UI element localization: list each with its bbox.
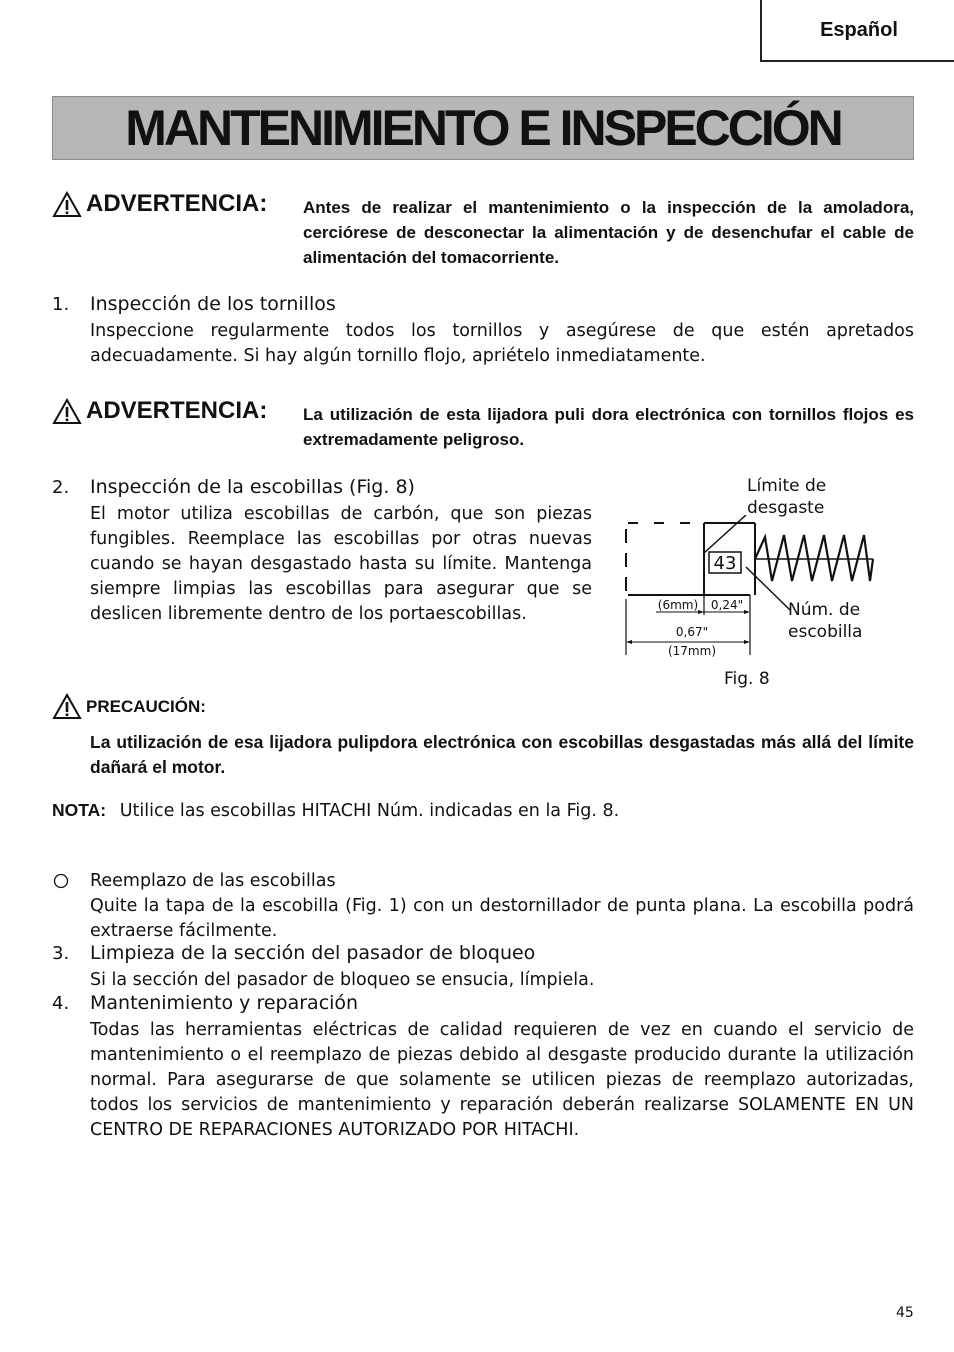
page-title: MANTENIMIENTO E INSPECCIÓN: [125, 100, 841, 156]
note: [52, 800, 619, 821]
fig-limit-label-line2: desgaste: [747, 498, 825, 518]
item-number-2: 2.: [52, 477, 70, 498]
page-title-bar: [52, 96, 914, 160]
item-number-4: 4.: [52, 993, 70, 1014]
note-label: NOTA:: [52, 800, 107, 820]
item-number-3: 3.: [52, 943, 70, 964]
language-tab: [760, 0, 954, 62]
item-body-3: Si la sección del pasador de bloqueo se ensucia, límpiela.: [90, 970, 595, 990]
dim-large-in: 0,67": [675, 625, 709, 639]
brush-diagram: [620, 515, 880, 660]
dim-small-mm: (6mm): [657, 598, 699, 612]
fig-brush-label-line2: escobilla: [788, 622, 863, 642]
dim-small-in: 0,24": [710, 598, 744, 612]
replace-heading: Reemplazo de las escobillas: [90, 871, 336, 891]
note-text: Utilice las escobillas HITACHI Núm. indicadas en la Fig. 8.: [119, 801, 620, 821]
item-heading-2: Inspección de la escobillas (Fig. 8): [90, 476, 415, 498]
dim-large-mm: (17mm): [667, 644, 717, 658]
fig-brush-label-line1: Núm. de: [788, 600, 861, 620]
item-heading-4: Mantenimiento y reparación: [90, 992, 359, 1014]
caution-text: La utilización de esa lijadora pulipdora electrónica con escobillas desgastadas más allá del límite dañará el motor.: [90, 732, 914, 777]
replace-body: Quite la tapa de la escobilla (Fig. 1) con un destornillador de punta plana. La escobilla podrá extraerse fácilmente.: [90, 896, 914, 941]
item-body-4: Todas las herramientas eléctricas de calidad requieren de vez en cuando el servicio de mantenimiento o el reemplazo de piezas debido al desgaste producido durante la utilización normal. Para asegurarse de que solamente se utilicen piezas de reemplazo autorizadas, todos los servicios de mantenimiento y reparación deberán realizarse SOLAMENTE EN UN CENTRO DE REPARACIONES AUTORIZADO POR HITACHI.: [90, 1020, 914, 1140]
page-number: 45: [896, 1305, 914, 1321]
warning-label-1: [52, 190, 267, 218]
item-heading-1: Inspección de los tornillos: [90, 293, 336, 315]
warning-icon: [52, 693, 82, 720]
figure-caption: Fig. 8: [724, 669, 770, 689]
circle-bullet-icon: [53, 873, 69, 889]
warning-icon: [52, 191, 82, 218]
item-number-1: 1.: [52, 294, 70, 315]
language-label: Español: [820, 18, 898, 41]
item-heading-3: Limpieza de la sección del pasador de bloqueo: [90, 942, 536, 964]
warning-text-2: La utilización de esta lijadora puli dora electrónica con tornillos flojos es extremadamente peligroso.: [303, 405, 914, 449]
warning-label-text: ADVERTENCIA:: [86, 397, 268, 424]
warning-icon: [52, 398, 82, 425]
warning-label-2: [52, 397, 267, 425]
item-body-2: El motor utiliza escobillas de carbón, que son piezas fungibles. Reemplace las escobillas por otras nuevas cuando se hayan desgastado hasta su límite. Mantenga siempre limpias las escobillas para asegurar que se deslicen libremente dentro de los portaescobillas.: [90, 504, 592, 624]
caution-label-text: PRECAUCIÓN:: [86, 696, 206, 716]
fig-limit-label-line1: Límite de: [747, 476, 827, 496]
fig-limit-label: [747, 475, 826, 519]
caution-label: [52, 693, 206, 720]
warning-label-text: ADVERTENCIA:: [86, 190, 268, 217]
warning-text-1: Antes de realizar el mantenimiento o la inspección de la amoladora, cerciórese de desconectar la alimentación y de desenchufar el cable de alimentación del tomacorriente.: [303, 198, 914, 267]
brush-number: 43: [713, 553, 737, 574]
item-body-1: Inspeccione regularmente todos los tornillos y asegúrese de que estén apretados adecuadamente. Si hay algún tornillo flojo, apriételo inmediatamente.: [90, 321, 914, 366]
